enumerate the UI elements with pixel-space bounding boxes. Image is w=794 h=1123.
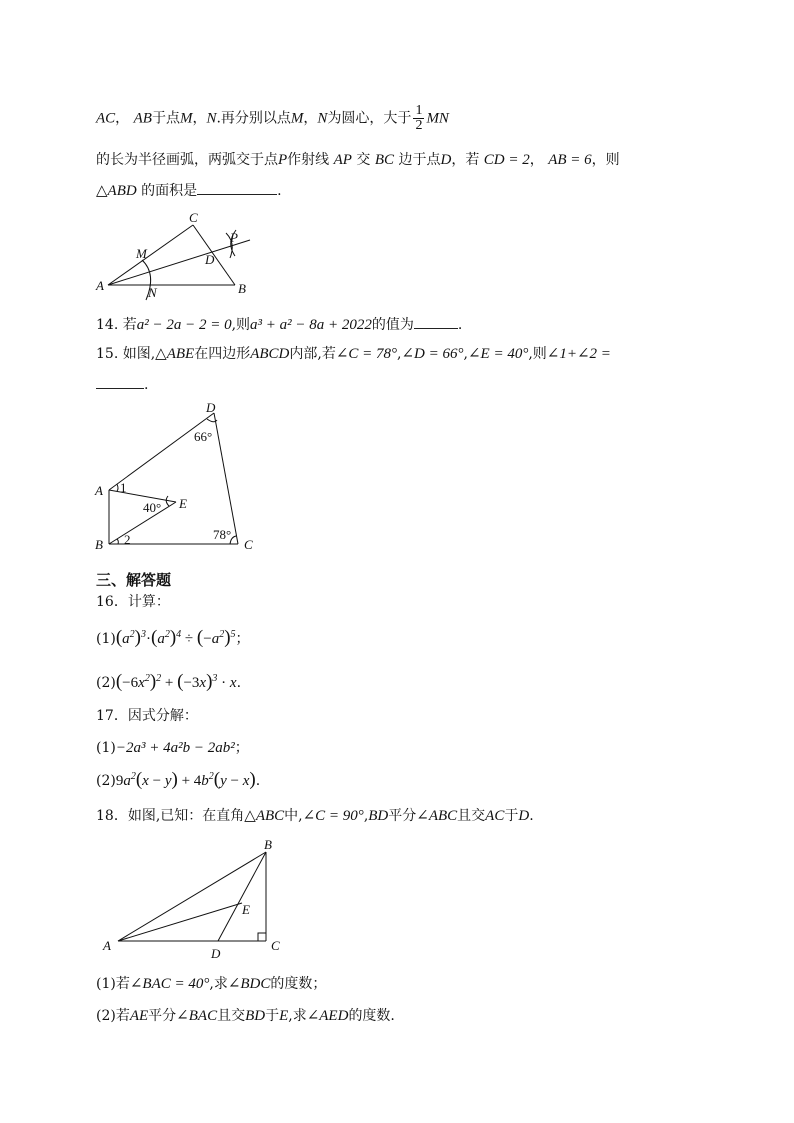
q18-text: 于 bbox=[504, 808, 519, 824]
q18-text: 平分 bbox=[388, 808, 417, 824]
part-label: (2)若 bbox=[96, 1008, 130, 1024]
q15-text: 内部,若 bbox=[289, 346, 336, 362]
q17-text: . bbox=[255, 773, 261, 789]
q13-text: 作射线 bbox=[287, 152, 330, 168]
section-title: 三、解答题 bbox=[96, 571, 172, 589]
answer-blank bbox=[197, 180, 277, 195]
angle-2-arc bbox=[117, 539, 118, 544]
q18-text: , bbox=[363, 808, 369, 824]
q18-text: AE bbox=[129, 1008, 149, 1024]
q17-part-1 bbox=[96, 738, 249, 758]
q18-text: BD bbox=[368, 808, 389, 824]
one-half-fraction bbox=[413, 104, 424, 133]
q14-line bbox=[96, 314, 462, 335]
label-d: D bbox=[205, 252, 215, 267]
part-label: (2) bbox=[96, 675, 116, 691]
part-label: (2) bbox=[96, 773, 116, 789]
q18-text: E bbox=[279, 1008, 289, 1024]
q16-part-1 bbox=[96, 628, 250, 649]
label-a: A bbox=[96, 278, 104, 293]
q14-text: ,则 bbox=[231, 317, 251, 333]
label-d: D bbox=[211, 946, 221, 961]
q13-text: . bbox=[277, 183, 282, 199]
q14-expression: a³ + a² − 8a + 2022 bbox=[250, 317, 372, 333]
angle-d-label: 66° bbox=[194, 429, 213, 444]
q15-text: ABCD bbox=[250, 346, 290, 362]
q16-part-2 bbox=[96, 672, 241, 693]
q16-text: ； bbox=[235, 631, 250, 647]
q15-text: ∠1+∠2 = bbox=[546, 346, 611, 362]
q13-text: AC bbox=[96, 110, 116, 127]
q18-text: ,求 bbox=[209, 976, 228, 992]
q13-text: ，则 bbox=[591, 152, 620, 168]
q15-text: ∠D = 66° bbox=[401, 346, 464, 362]
q18-text: 的度数. bbox=[348, 1008, 395, 1024]
label-c: C bbox=[271, 938, 280, 953]
q13-text: 于点 bbox=[151, 110, 180, 127]
angle-c-label: 78° bbox=[213, 527, 232, 542]
q13-text: 边于点 bbox=[398, 152, 441, 168]
q13-text: M bbox=[290, 110, 304, 127]
question-number: 18． bbox=[96, 808, 128, 824]
q15-line-1 bbox=[96, 344, 611, 364]
q13-text: N bbox=[206, 110, 217, 127]
q15-text: 在四边形 bbox=[194, 346, 251, 362]
angle-2-label: 2 bbox=[124, 532, 131, 547]
part-label: (1) bbox=[96, 740, 116, 756]
label-c: C bbox=[244, 537, 253, 552]
fraction-numerator: 1 bbox=[415, 103, 423, 118]
q13-text: ，若 bbox=[451, 152, 480, 168]
question-number: 15. bbox=[96, 346, 119, 362]
q16-title: 16．计算： bbox=[96, 594, 170, 610]
q18-text: 于 bbox=[265, 1008, 280, 1024]
q13-text: M bbox=[179, 110, 193, 127]
q18-text: . bbox=[529, 808, 534, 824]
q18-text: ∠C = 90° bbox=[302, 808, 364, 824]
q18-text: AC bbox=[485, 808, 505, 824]
q18-text: ∠BDC bbox=[227, 976, 271, 992]
q13-text: 的长为半径画弧，两弧交于点 bbox=[96, 152, 278, 168]
q13-text: .再分别以点 bbox=[216, 110, 291, 127]
ray-ap bbox=[108, 240, 250, 285]
q13-text: N bbox=[317, 110, 328, 127]
q15-figure bbox=[90, 398, 270, 556]
q13-text: P bbox=[278, 152, 288, 168]
q18-text: ∠ABC bbox=[416, 808, 458, 824]
q13-text: ， bbox=[192, 110, 207, 127]
segment-bd bbox=[218, 852, 266, 941]
q13-text: ， bbox=[115, 110, 130, 127]
q14-text: 若 bbox=[122, 317, 137, 333]
q14-text: . bbox=[457, 317, 463, 333]
q18-text: ∠BAC bbox=[176, 1008, 218, 1024]
angle-e-label: 40° bbox=[143, 500, 162, 515]
segment-ab bbox=[118, 852, 266, 941]
angle-1-label: 1 bbox=[120, 480, 127, 495]
q16-p1-expression: $(a^2)^3\cdot(a^2)^4 \div (-a^2)^5$ bbox=[115, 627, 236, 648]
segment-ae bbox=[118, 903, 242, 941]
q18-text: BD bbox=[245, 1008, 266, 1024]
right-angle-mark bbox=[258, 933, 266, 941]
q15-text: ∠C = 78° bbox=[335, 346, 398, 362]
q18-line bbox=[96, 806, 534, 826]
fraction-denominator: 2 bbox=[415, 118, 423, 133]
q18-part-1 bbox=[96, 974, 326, 994]
q18-text: 中, bbox=[284, 808, 303, 824]
q15-text: , bbox=[397, 346, 402, 362]
q13-text: ， bbox=[529, 152, 544, 168]
q13-text: 交 bbox=[356, 152, 371, 168]
q18-text: 平分 bbox=[148, 1008, 177, 1024]
q13-text: CD = 2 bbox=[483, 152, 530, 168]
label-e: E bbox=[179, 496, 187, 511]
q14-text: 的值为 bbox=[371, 317, 414, 333]
question-number: 14. bbox=[96, 317, 119, 333]
q15-text: ,则 bbox=[528, 346, 547, 362]
q18-text: 且交 bbox=[457, 808, 486, 824]
q15-text: , bbox=[463, 346, 468, 362]
q18-text: ∠BAC = 40° bbox=[129, 976, 210, 992]
q13-text: BC bbox=[374, 152, 395, 168]
q13-text: AP bbox=[333, 152, 352, 168]
answer-blank bbox=[96, 374, 144, 389]
segment-cd bbox=[214, 413, 238, 544]
label-n: N bbox=[148, 285, 157, 300]
q17-text: ； bbox=[234, 740, 249, 756]
label-b: B bbox=[264, 837, 272, 852]
q13-text: ， bbox=[303, 110, 318, 127]
q18-text: ∠AED bbox=[306, 1008, 349, 1024]
label-b: B bbox=[238, 281, 246, 296]
answer-blank bbox=[414, 314, 458, 329]
q18-text: D bbox=[518, 808, 530, 824]
q17-title: 17．因式分解： bbox=[96, 708, 198, 724]
q13-text: D bbox=[440, 152, 452, 168]
q13-text: 的面积是 bbox=[141, 183, 198, 199]
q18-text: 的度数； bbox=[270, 976, 327, 992]
q13-line-1 bbox=[96, 104, 449, 133]
q13-text: AB bbox=[133, 110, 152, 127]
angle-1-arc bbox=[117, 484, 118, 491]
q15-text: . bbox=[144, 377, 149, 393]
q17-p1-expression: −2a³ + 4a²b − 2ab² bbox=[115, 740, 235, 756]
q13-text: AB = 6 bbox=[548, 152, 592, 168]
label-e: E bbox=[242, 902, 250, 917]
q18-text: 如图,已知：在直角 bbox=[127, 808, 245, 824]
q16-text: . bbox=[236, 675, 242, 691]
q15-text: ∠E = 40° bbox=[467, 346, 529, 362]
part-label: (1)若 bbox=[96, 976, 130, 992]
part-label: (1) bbox=[96, 631, 116, 647]
q14-equation: a² − 2a − 2 = 0 bbox=[136, 317, 232, 333]
label-a: A bbox=[95, 483, 103, 498]
q17-p2-expression: $9a^2(x - y) + 4b^2(y - x)$ bbox=[115, 769, 256, 790]
label-a: A bbox=[103, 938, 111, 953]
segment-da bbox=[109, 413, 214, 490]
label-c: C bbox=[189, 210, 198, 225]
q18-text: 且交 bbox=[217, 1008, 246, 1024]
q15-text: △ABE bbox=[155, 346, 195, 362]
q13-line-2 bbox=[96, 150, 620, 170]
q16-p2-expression: $(-6x^2)^2 + (-3x)^3 \cdot x$ bbox=[115, 671, 237, 692]
q15-line-2 bbox=[96, 374, 148, 395]
q15-text: 如图, bbox=[122, 346, 156, 362]
q13-line-3 bbox=[96, 180, 282, 201]
q17-part-2 bbox=[96, 770, 260, 791]
label-d: D bbox=[206, 400, 216, 415]
q13-text: △ABD bbox=[96, 183, 137, 199]
q18-figure bbox=[98, 836, 298, 962]
label-m: M bbox=[136, 246, 147, 261]
q18-text: △ABC bbox=[244, 808, 285, 824]
label-p: P bbox=[230, 230, 238, 245]
q18-text: ,求 bbox=[288, 1008, 307, 1024]
q13-text: 为圆心，大于 bbox=[327, 110, 412, 127]
label-b: B bbox=[95, 537, 103, 552]
q13-text: MN bbox=[426, 110, 449, 127]
q18-part-2 bbox=[96, 1006, 395, 1026]
q13-figure bbox=[90, 208, 270, 304]
